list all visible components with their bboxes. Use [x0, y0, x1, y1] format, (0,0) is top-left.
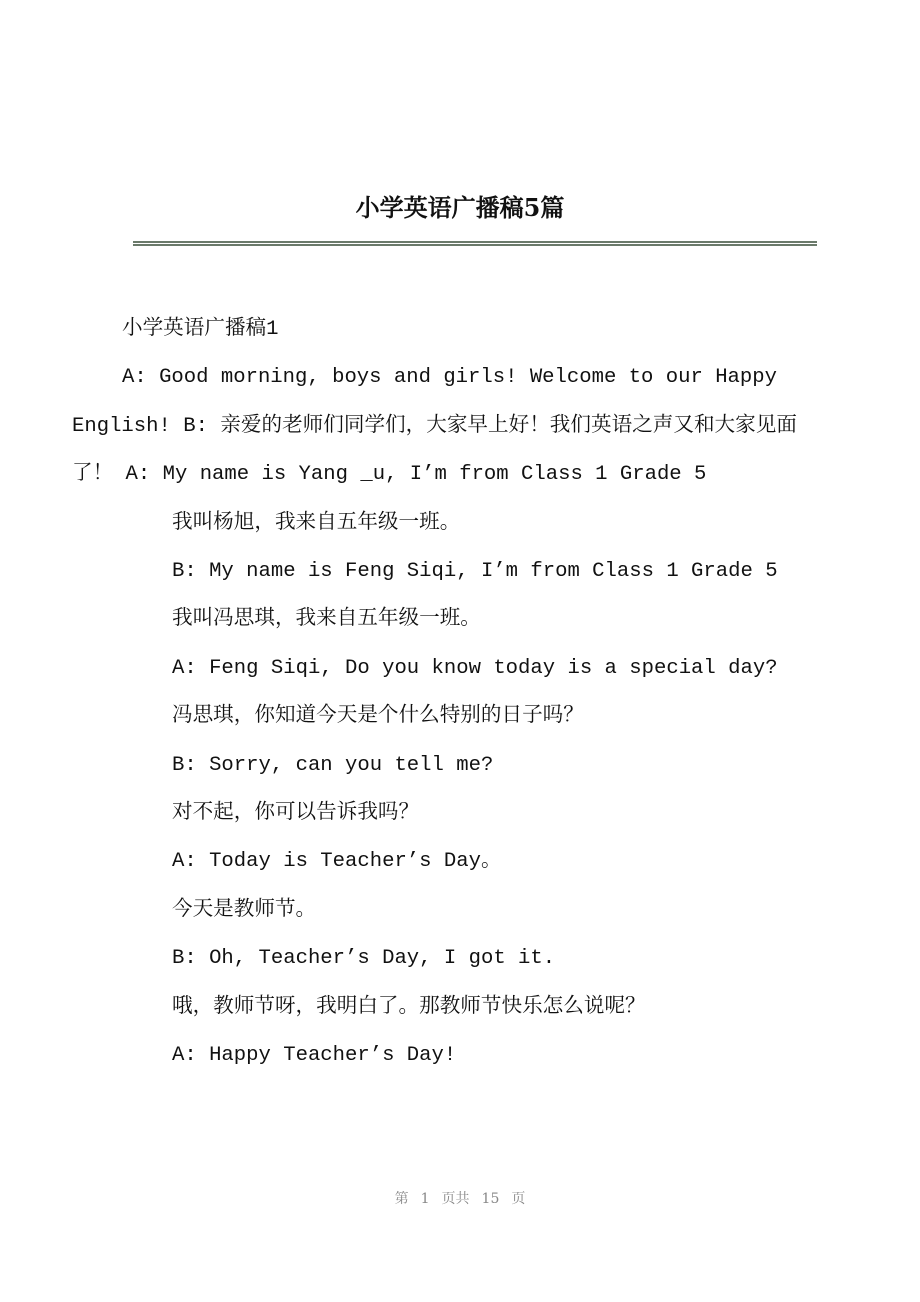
- paragraph-text: A: Good morning, boys and girls! Welcome to our Happy English! B: 亲爱的老师们同学们，大家早上好！我们英语之声又和大家见面了！ A: My name is Yang _u, I’m from Class 1 Grade 5: [72, 366, 797, 487]
- paragraph: 今天是教师节。: [172, 898, 317, 922]
- current-page: 1: [420, 1191, 430, 1207]
- paragraph: [72, 354, 822, 499]
- footer-suffix: 页: [511, 1191, 526, 1207]
- page-footer: [0, 1188, 920, 1208]
- paragraph: 我叫冯思琪，我来自五年级一班。: [172, 608, 481, 632]
- paragraph: 哦，教师节呀，我明白了。那教师节快乐怎么说呢？: [172, 995, 646, 1019]
- footer-mid: 页共: [441, 1191, 470, 1207]
- paragraph: 对不起，你可以告诉我吗？: [172, 802, 420, 826]
- paragraph: A: Happy Teacher’s Day!: [172, 1044, 457, 1068]
- paragraph: B: Sorry, can you tell me?: [172, 753, 494, 777]
- total-pages: 15: [481, 1191, 500, 1207]
- paragraph: B: Oh, Teacher’s Day, I got it.: [172, 947, 556, 971]
- paragraph: B: My name is Feng Siqi, I’m from Class 1 Grade 5: [172, 560, 778, 584]
- footer-prefix: 第: [394, 1191, 409, 1207]
- section-heading: 小学英语广播稿1: [122, 318, 279, 341]
- document-body: [72, 306, 822, 1081]
- paragraph: 我叫杨旭，我来自五年级一班。: [172, 511, 461, 535]
- paragraph: 冯思琪，你知道今天是个什么特别的日子吗？: [172, 705, 584, 729]
- paragraph: A: Today is Teacher’s Day。: [172, 850, 502, 874]
- document-title: 小学英语广播稿5篇: [355, 193, 565, 222]
- title-double-rule: [133, 241, 817, 246]
- paragraph: A: Feng Siqi, Do you know today is a special day?: [172, 656, 778, 680]
